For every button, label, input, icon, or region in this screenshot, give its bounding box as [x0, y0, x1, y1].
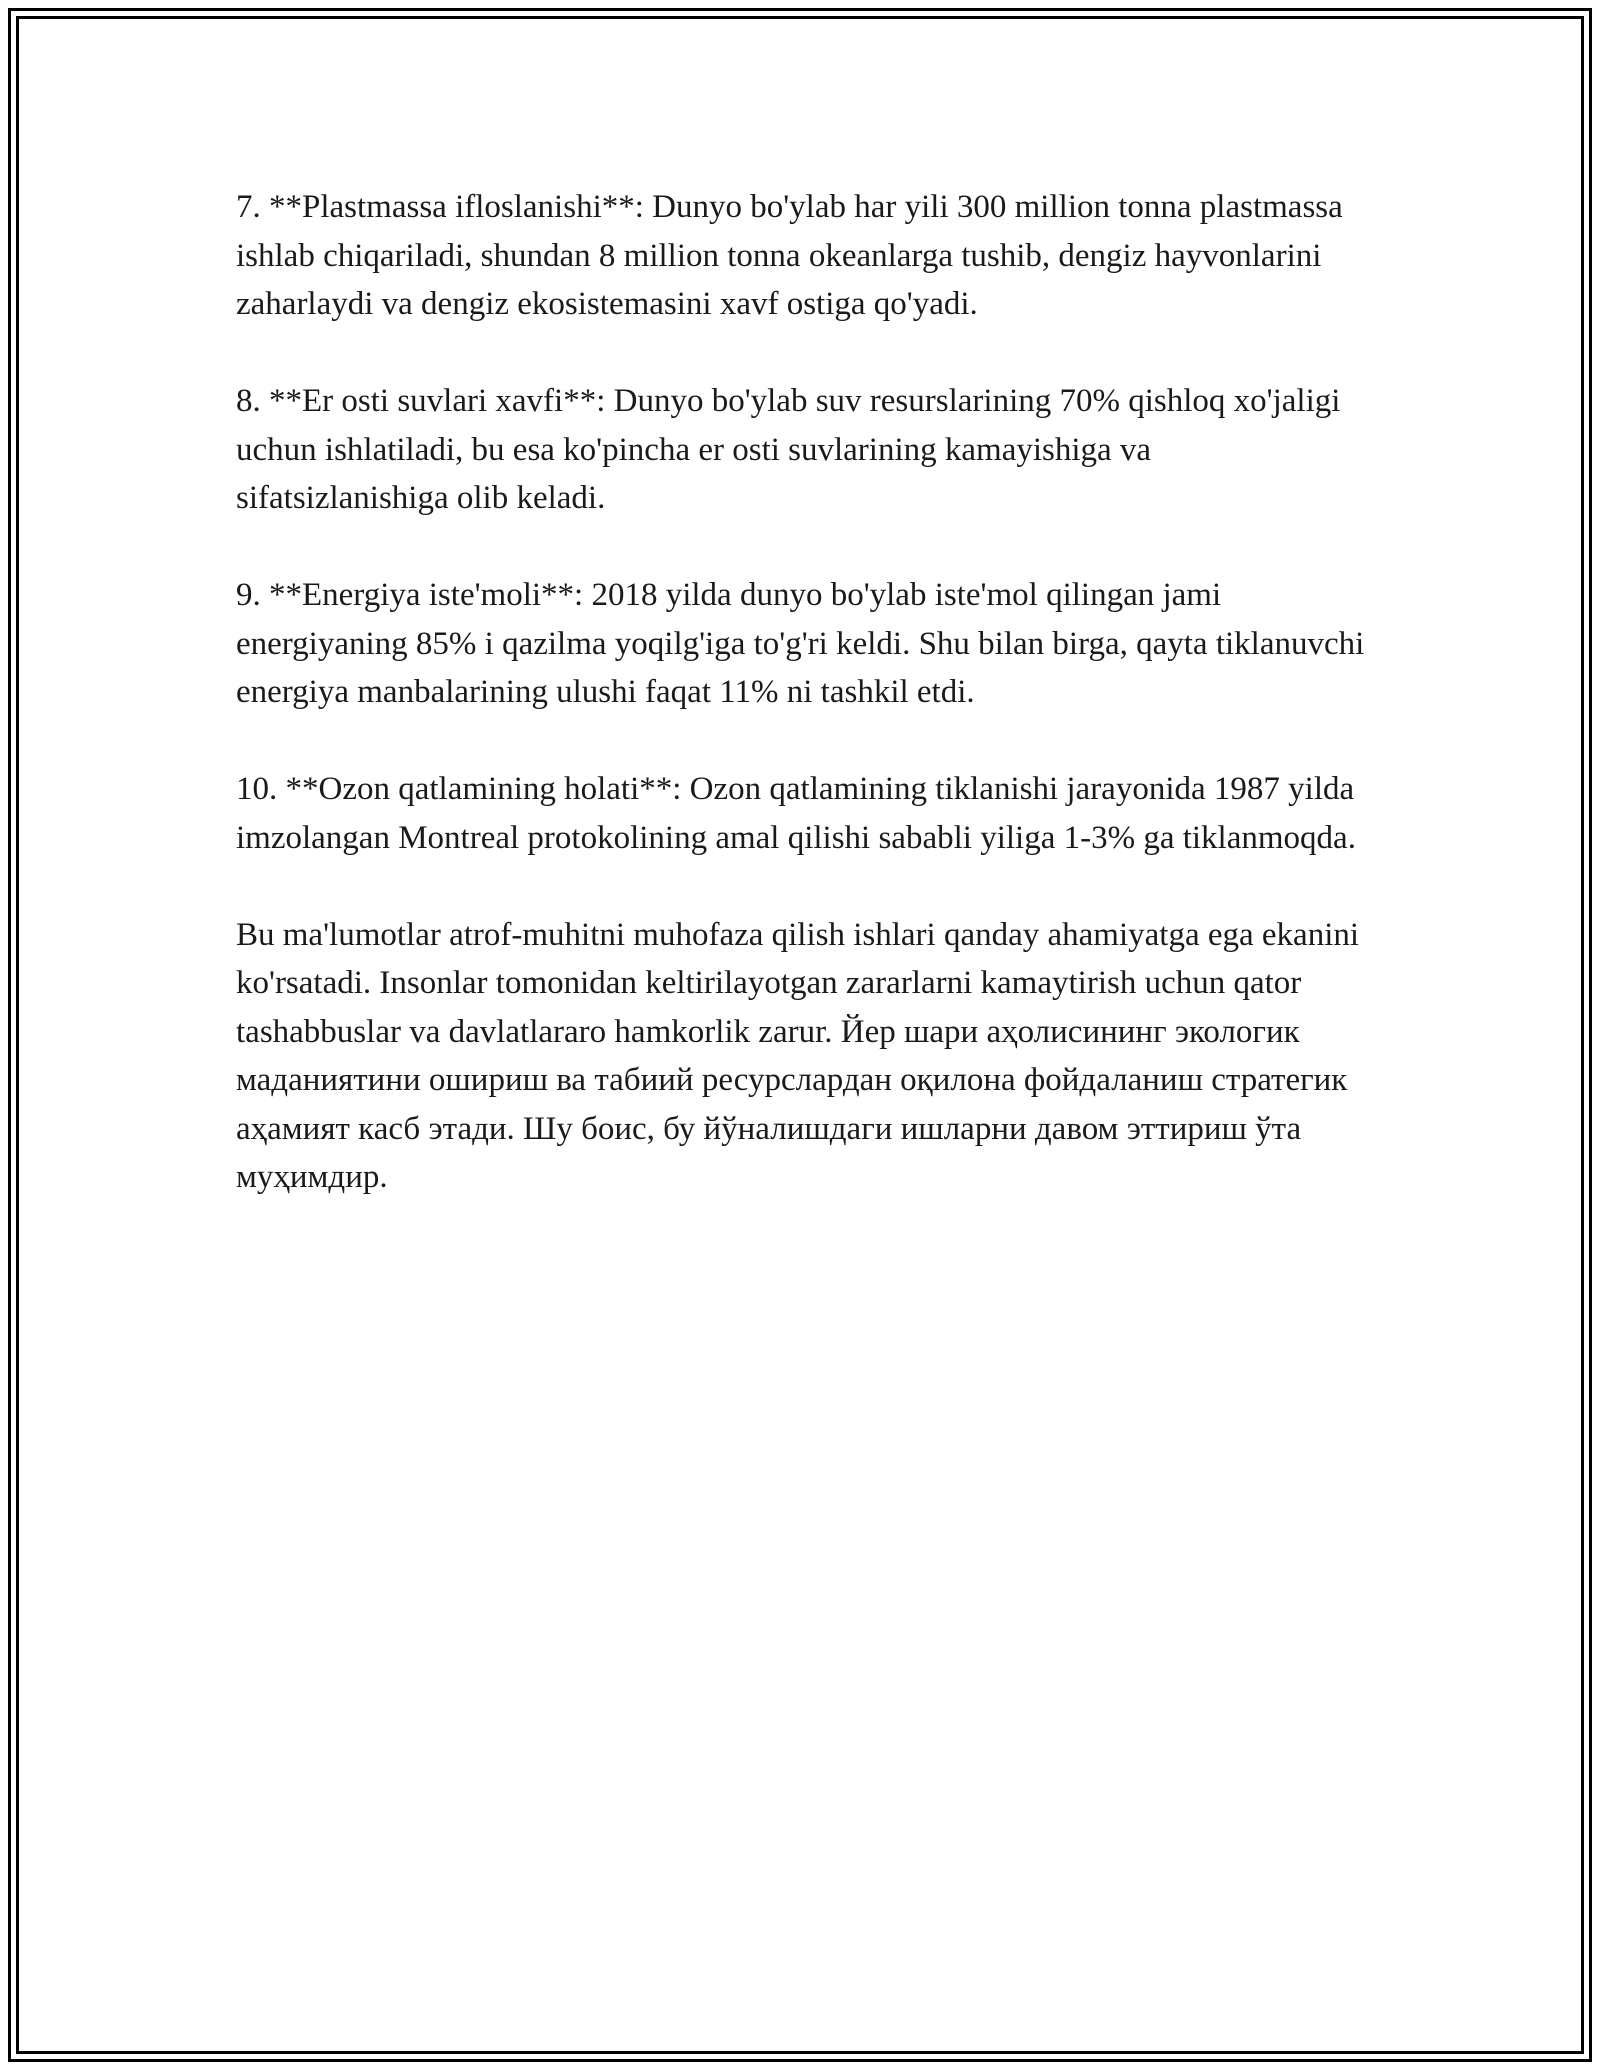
paragraph-ozone-layer: 10. **Ozon qatlamining holati**: Ozon qatlamining tiklanishi jarayonida 1987 yilda imzolangan Montreal protokolining amal qilishi sababli yiliga 1-3% ga tiklanmoqda.	[236, 771, 1356, 856]
paragraph-plastic-pollution: 7. **Plastmassa ifloslanishi**: Dunyo bo'ylab har yili 300 million tonna plastmassa ishlab chiqariladi, shundan 8 million tonna okeanlarga tushib, dengiz hayvonlarini zaharlaydi va dengiz ekosistemasini xavf ostiga qo'yadi.	[236, 189, 1343, 322]
paragraph-groundwater-risk: 8. **Er osti suvlari xavfi**: Dunyo bo'ylab suv resurslarining 70% qishloq xo'jaligi uchun ishlatiladi, bu esa ko'pincha er osti suvlarining kamayishiga va sifatsizlanishiga olib keladi.	[236, 383, 1341, 516]
paragraph-conclusion: Bu ma'lumotlar atrof-muhitni muhofaza qilish ishlari qanday ahamiyatga ega ekanini ko'rsatadi. Insonlar tomonidan keltirilayotgan zararlarni kamaytirish uchun qator tashabbuslar va davlatlararo hamkorlik zarur. Йер шари аҳолисининг экологик маданиятини ошириш ва табиий ресурслардан оқилона фойдаланиш стратегик аҳамият касб этади. Шу боис, бу йўналишдаги ишларни давом эттириш ўта муҳимдир.	[236, 916, 1360, 1195]
paragraph-energy-consumption: 9. **Energiya iste'moli**: 2018 yilda dunyo bo'ylab iste'mol qilingan jami energiyaning 85% i qazilma yoqilg'iga to'g'ri keldi. Shu bilan birga, qayta tiklanuvchi energiya manbalarining ulushi faqat 11% ni tashkil etdi.	[236, 577, 1365, 710]
document-body	[236, 183, 1366, 1250]
